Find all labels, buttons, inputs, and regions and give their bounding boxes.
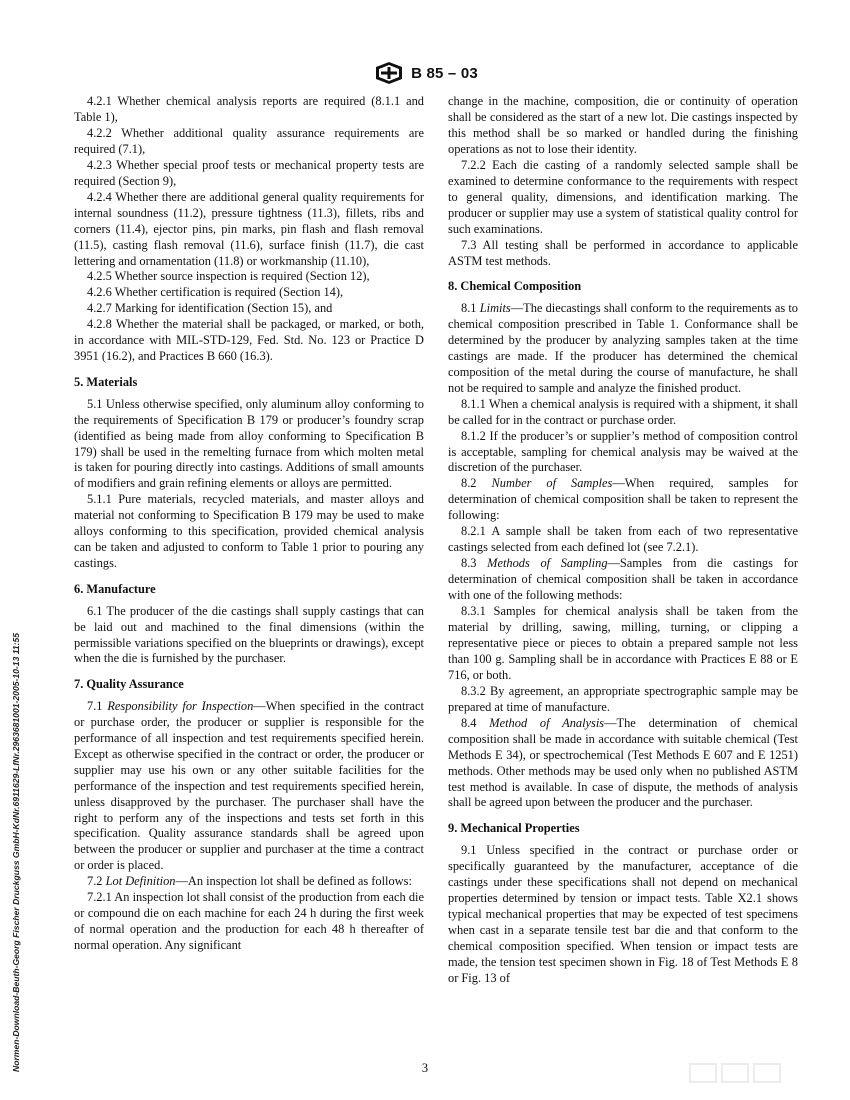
- paragraph: 9.1 Unless specified in the contract or purchase order or specifically guaranteed by the manufacturer, acceptance of die castings under these specifications shall not depend on mechanical properties determined by tension or impact tests. Table X2.1 shows typical mechanical properties that may be expected of test specimens when cast in a separate tensile test bar die and that conform to the chemical composition specified. When tension or impact tests are made, the tension test specimen shown in Fig. 18 of Test Methods E 8 or Fig. 13 of: [448, 842, 798, 985]
- clause-text: —An inspection lot shall be defined as follows:: [175, 874, 412, 889]
- clause-title: Methods of Sampling: [487, 556, 608, 571]
- section-heading: 9. Mechanical Properties: [448, 820, 580, 835]
- clause-text: —When specified in the contract or purchase order, the producer or supplier is responsible for the performance of all inspection and test requirements specified herein. Except as otherwise specified in the contract or order, the producer or supplier may use his own or any other suitable facilities for the performance of the inspection and test requirements specified herein, unless disapproved by the purchaser. The purchaser shall have the right to perform any of the inspections and tests set forth in this specification. Quality assurance standards shall be agreed upon between the producer or supplier and purchaser at the time a contract or order is placed.: [74, 698, 424, 873]
- document-code: B 85 – 03: [411, 64, 478, 82]
- clause-text: —The determination of chemical composition shall be made in accordance with suitable chemical (Test Methods E 34), or spectrochemical (Test Methods E 607 and E 1251) methods. Other methods may be used only when no published ASTM test method is available. In case of dispute, the methods of analysis shall be agreed upon between the producer and the purchaser.: [448, 715, 798, 810]
- section-heading: 8. Chemical Composition: [448, 278, 582, 293]
- paragraph: 7.2.1 An inspection lot shall consist of the production from each die or compound die on each machine for each 24 h during the first week of normal operation and the production for each 48 h thereafter of normal operation. Any significant: [74, 890, 424, 953]
- paragraph: 5.1.1 Pure materials, recycled materials, and master alloys and material not conforming to Specification B 179 may be used to make alloys conforming to this specification, provided chemical analysis can be taken and adjusted to conform to Table 1 prior to pouring any castings.: [74, 492, 424, 571]
- paragraph: 4.2.3 Whether special proof tests or mechanical property tests are required (Section 9),: [74, 157, 424, 188]
- clause-number: 7.2: [87, 874, 103, 889]
- clause-number: 8.2: [461, 476, 477, 491]
- paragraph: [74, 699, 424, 874]
- clause-text: —Samples from die castings for determination of chemical composition shall be taken in accordance with one of the following methods:: [448, 556, 798, 603]
- paragraph: 4.2.1 Whether chemical analysis reports are required (8.1.1 and Table 1),: [74, 94, 424, 124]
- paragraph: 7.2.2 Each die casting of a randomly selected sample shall be examined to determine conformance to the requirements with respect to general quality, dimensions, and identification marking. The producer or supplier may use a system of statistical quality control for such examinations.: [448, 157, 798, 236]
- paragraph: 8.3.1 Samples for chemical analysis shall be taken from the material by drilling, sawing, milling, turning, or clipping a representative piece or pieces to obtain a prepared sample not less than 100 g. Sampling shall be in accordance with Practices E 88 or E 716, or both.: [448, 604, 798, 682]
- paragraph: [74, 874, 424, 890]
- section-heading: 5. Materials: [74, 374, 138, 389]
- clause-text: —The diecastings shall conform to the requirements as to chemical composition prescribed in Table 1. Conformance shall be determined by the producer by analyzing samples taken at the time castings are made. If the producer has determined the chemical composition of the metal during the course of manufacture, he shall not be required to sample and analyze the finished product.: [448, 300, 798, 395]
- paragraph: 4.2.8 Whether the material shall be packaged, or marked, or both, in accordance with MIL-STD-129, Fed. Std. No. 123 or Practice D 3951 (16.2), and Practices B 660 (16.3).: [74, 317, 424, 364]
- paragraph: 4.2.6 Whether certification is required (Section 14),: [87, 285, 344, 300]
- paragraph: 4.2.7 Marking for identification (Section 15), and: [87, 301, 333, 316]
- clause-number: 8.4: [461, 715, 477, 730]
- paragraph: 8.1.2 If the producer’s or supplier’s method of composition control is acceptable, sampling for chemical analysis may be waived at the discretion of the purchaser.: [448, 428, 798, 475]
- clause-title: Lot Definition: [105, 874, 176, 889]
- left-column: [74, 94, 424, 954]
- paragraph: 7.3 All testing shall be performed in accordance to applicable ASTM test methods.: [448, 237, 798, 268]
- paragraph: 4.2.5 Whether source inspection is required (Section 12),: [87, 269, 370, 284]
- page-header: [0, 60, 850, 86]
- paragraph: [448, 716, 798, 812]
- clause-title: Limits: [479, 300, 511, 315]
- right-column: [448, 94, 798, 986]
- clause-number: 8.3: [461, 556, 477, 571]
- clause-number: 8.1: [461, 300, 477, 315]
- page-number: 3: [421, 1061, 429, 1075]
- clause-title: Method of Analysis: [489, 715, 605, 730]
- clause-number: 7.1: [87, 698, 103, 713]
- paragraph: 8.3.2 By agreement, an appropriate spectrographic sample may be prepared at time of manufacture.: [448, 683, 798, 714]
- paragraph: [448, 556, 798, 604]
- faint-stamp-icon: [688, 1058, 782, 1088]
- paragraph: [448, 301, 798, 397]
- download-watermark: Normen-Download-Beuth-Georg Fischer Druckguss GmbH-KdNr.6911629-LfNr.2963681001-2005-10-13 11:55: [11, 632, 21, 1072]
- clause-text: —When required, samples for determination of chemical composition shall be taken to represent the following:: [448, 476, 798, 523]
- paragraph: 8.1.1 When a chemical analysis is required with a shipment, it shall be called for in the contract or purchase order.: [448, 396, 798, 427]
- paragraph: 4.2.2 Whether additional quality assurance requirements are required (7.1),: [74, 125, 424, 156]
- paragraph: [448, 476, 798, 524]
- astm-logo-icon: [372, 61, 406, 85]
- paragraph: 6.1 The producer of the die castings shall supply castings that can be laid out and machined to the final dimensions (within the permissible variations specified on the blueprints or drawings), except when the die is furnished by the purchaser.: [74, 603, 424, 666]
- paragraph: 8.2.1 A sample shall be taken from each of two representative castings selected from each defined lot (see 7.2.1).: [448, 524, 798, 555]
- clause-title: Responsibility for Inspection: [107, 698, 254, 713]
- paragraph: 5.1 Unless otherwise specified, only aluminum alloy conforming to the requirements of Specification B 179 or producer’s foundry scrap (identified as being made from alloy conforming to Specification B 179) shall be used in the remelting furnace from which molten metal is taken for pouring directly into castings. Additions of small amounts of modifiers and grain refining elements or alloys are permitted.: [74, 396, 424, 491]
- clause-title: Number of Samples: [491, 476, 613, 491]
- paragraph: 4.2.4 Whether there are additional general quality requirements for internal soundness (11.2), pressure tightness (11.3), fillets, ribs and corners (11.4), ejector pins, pin marks, pin flash and flash removal (11.5), casting flash removal (11.6), surface finish (11.7), die cast lettering and ornamentation (11.8) or workmanship (11.10),: [74, 189, 424, 268]
- section-heading: 6. Manufacture: [74, 581, 156, 596]
- paragraph: change in the machine, composition, die or continuity of operation shall be considered as the start of a new lot. Die castings inspected by this method shall be so marked or handled during the finishing operations as not to lose their identity.: [448, 94, 798, 156]
- section-heading: 7. Quality Assurance: [74, 676, 184, 691]
